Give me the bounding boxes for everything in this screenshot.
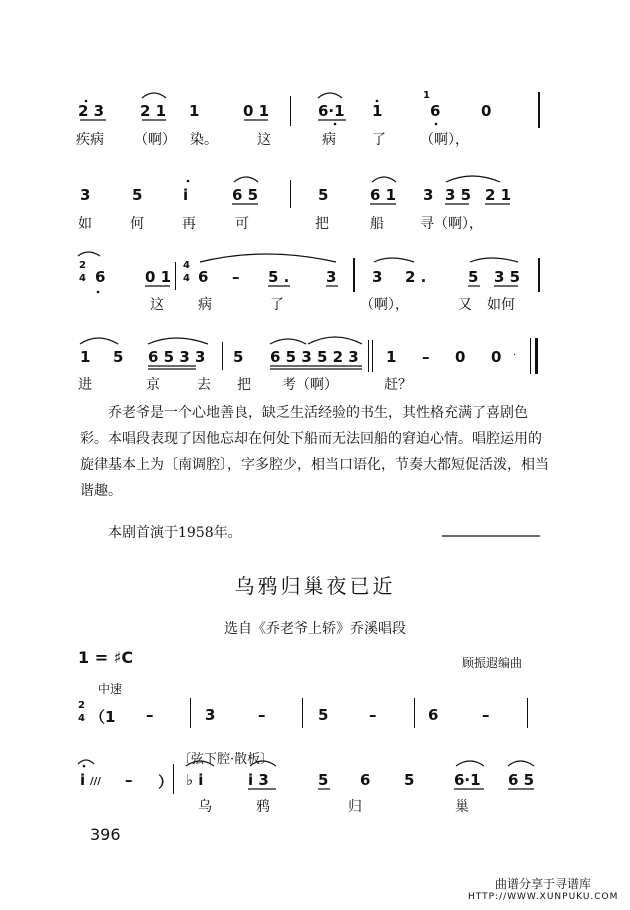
note: （1 <box>90 708 116 726</box>
lyric: 染。 <box>190 132 218 148</box>
octave-dot <box>83 765 86 768</box>
lyric: 病 <box>198 297 212 313</box>
note: 0 <box>481 102 492 120</box>
fermata <box>78 760 94 764</box>
lyric: 这 <box>257 132 271 148</box>
octave-dot <box>85 100 88 103</box>
dash: – <box>482 706 490 724</box>
lyric: 何 <box>130 216 144 232</box>
note-group: 2 1 <box>140 102 167 120</box>
octave-dot <box>187 180 190 183</box>
lyric: 如 <box>78 216 92 232</box>
lyric: 京 <box>146 377 160 393</box>
note: 5 <box>318 706 329 724</box>
note: 0 <box>491 348 502 366</box>
note: 3 <box>372 268 383 286</box>
lyric: 寻（啊）， <box>420 216 483 232</box>
slur <box>318 93 342 98</box>
key-signature: 1 = ♯C <box>78 648 134 667</box>
note: 5 <box>113 348 124 366</box>
dash: – <box>422 348 430 366</box>
note: 1 <box>386 348 397 366</box>
note-group: 6 5 <box>232 186 259 204</box>
watermark-line2: HTTP://WWW.XUNPUKU.COM <box>468 892 619 902</box>
slur <box>78 252 100 256</box>
note: 0 <box>455 348 466 366</box>
slur <box>508 761 534 766</box>
note: 5 <box>132 186 143 204</box>
slur <box>250 761 276 766</box>
octave-dot <box>334 123 337 126</box>
note-group: 0 1 <box>243 102 270 120</box>
slur <box>80 338 118 344</box>
note-group: 3 5 <box>494 268 521 286</box>
lyric: 病 <box>322 132 336 148</box>
slur <box>446 176 500 182</box>
note: 3 <box>326 268 337 286</box>
lyric: 船 <box>370 216 384 232</box>
octave-dot <box>376 100 379 103</box>
dash: – <box>125 771 133 789</box>
note: 6 <box>428 706 439 724</box>
mode-label: 〔弦下腔·散板〕 <box>178 752 274 767</box>
note: 6 <box>95 268 106 286</box>
note: 6 <box>430 102 441 120</box>
note: i <box>183 186 189 204</box>
page-number: 396 <box>90 825 121 844</box>
note: 2 . <box>405 268 427 286</box>
lyric: 鸦 <box>256 799 270 815</box>
note: 5 <box>233 348 244 366</box>
slur <box>270 339 306 344</box>
note: 5 <box>468 268 479 286</box>
dash: – <box>232 268 240 286</box>
note-group: 0 1 <box>145 268 172 286</box>
lyric: 了 <box>372 132 386 148</box>
lyric: 把 <box>237 377 251 393</box>
lyric: 去 <box>197 377 211 393</box>
note: 1 <box>189 102 200 120</box>
slur <box>142 93 166 98</box>
note: 3 <box>423 186 434 204</box>
note: ♭ i <box>186 771 204 789</box>
lyric: 进 <box>78 377 92 393</box>
lyric: （啊）， <box>420 132 469 148</box>
note-group: 6·1 <box>318 102 345 120</box>
lyric: 赶？ <box>384 377 412 393</box>
lyric: 疾病 <box>76 132 104 148</box>
time-signature-numerator: 4 <box>183 260 190 271</box>
note-group: 6 5 <box>508 771 535 789</box>
slur <box>372 177 396 182</box>
lyric: 巢 <box>455 799 469 815</box>
grace-note: 1 <box>423 90 430 101</box>
note: 3 <box>80 186 91 204</box>
dot: · <box>513 350 517 361</box>
octave-dot <box>435 123 438 126</box>
note: 5 <box>404 771 415 789</box>
song-subtitle: 选自《乔老爷上轿》乔溪唱段 <box>224 621 406 637</box>
time-signature-numerator: 2 <box>78 700 85 711</box>
time-signature-denominator: 4 <box>78 713 85 724</box>
note: 1 <box>80 348 91 366</box>
lyric: 这 <box>150 297 164 313</box>
lyric: 了 <box>270 297 284 313</box>
composer-credit: 顾振遐编曲 <box>462 656 523 670</box>
lyric: 如何 <box>487 297 515 313</box>
lyric: 乌 <box>198 799 212 815</box>
time-signature-numerator: 2 <box>79 260 86 271</box>
lyric: 又 <box>458 297 472 313</box>
slur <box>374 258 414 262</box>
premiere-note: 本剧首演于1958年。 <box>108 525 242 541</box>
time-signature-denominator: 4 <box>183 273 190 284</box>
slur <box>456 761 484 766</box>
note: 5 <box>318 771 329 789</box>
lyric: （啊）， <box>360 297 409 313</box>
note-group: 6·1 <box>454 771 481 789</box>
note-group: 6 1 <box>370 186 397 204</box>
tremolo-mark: /// <box>90 776 101 787</box>
bracket: ） <box>158 773 174 791</box>
slur <box>200 254 336 262</box>
note: 5 . <box>268 268 290 286</box>
slur <box>148 338 208 344</box>
note: 5 <box>318 186 329 204</box>
watermark-line1: 曲谱分享于寻谱库 <box>494 877 591 891</box>
note-group: i 3 <box>248 771 269 789</box>
note-group: 6 5 3 3 <box>148 348 206 366</box>
tempo-marking: 中速 <box>98 682 123 696</box>
slur <box>234 177 258 182</box>
note-group: 2 1 <box>485 186 512 204</box>
lyric: 再 <box>182 216 196 232</box>
lyric: 考（啊） <box>282 377 338 393</box>
slur <box>308 337 362 344</box>
lyric: 归 <box>348 799 362 815</box>
slur <box>186 761 214 766</box>
note: 6 <box>360 771 371 789</box>
lyric: 可 <box>235 216 249 232</box>
lyric: （啊） <box>134 132 176 148</box>
song-title: 乌鸦归巢夜已近 <box>234 574 396 598</box>
note: 6 <box>198 268 209 286</box>
dash: – <box>258 706 266 724</box>
note: i <box>80 771 86 789</box>
time-signature-denominator: 4 <box>79 273 86 284</box>
note-group: 6 5 3 5 2 3 <box>270 348 359 366</box>
description-paragraph: 乔老爷是一个心地善良，缺乏生活经验的书生，其性格充满了喜剧色彩。本唱段表现了因他忘却在何处下船而无法回船的窘迫心情。唱腔运用的旋律基本上为〔南调腔〕，字多腔少，相当口语化，节奏大都短促活泼，相当谐趣。 <box>80 405 549 499</box>
slur <box>470 258 518 262</box>
dash: – <box>369 706 377 724</box>
dash: – <box>146 706 154 724</box>
lyric: 把 <box>315 216 329 232</box>
note: 3 <box>205 706 216 724</box>
note-group: 2 3 <box>78 102 105 120</box>
note-group: 3 5 <box>445 186 472 204</box>
note: 1 <box>372 102 383 120</box>
octave-dot <box>97 291 100 294</box>
